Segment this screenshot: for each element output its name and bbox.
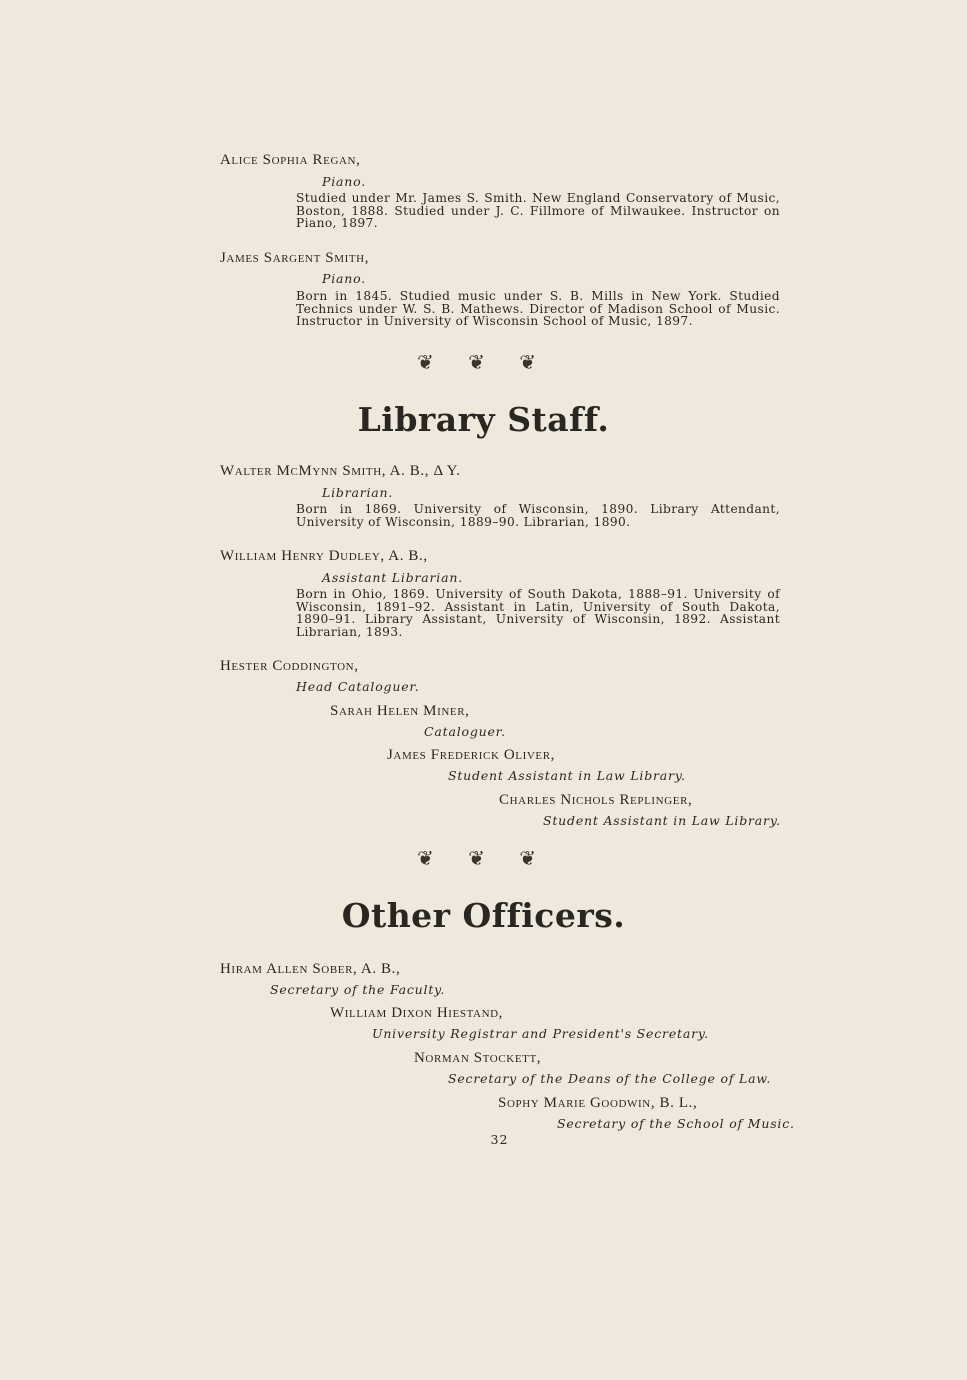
entry-role-stockett: Secretary of the Deans of the College of Law. [448, 1071, 772, 1086]
entry-bio-regan: Studied under Mr. James S. Smith. New England Conservatory of Music, Boston, 1888. Studied under J. C. Fillmore of Milwaukee. Instructor on Piano, 1897. [296, 191, 780, 230]
entry-role-james-smith: Piano. [322, 271, 366, 286]
entry-name-oliver: James Frederick Oliver, [387, 747, 556, 763]
entry-name-walter-smith: Walter McMynn Smith, A. B., Δ Υ. [220, 463, 461, 479]
entry-name-sober: Hiram Allen Sober, A. B., [220, 961, 401, 977]
entry-bio-james-smith: Born in 1845. Studied music under S. B. Mills in New York. Studied Technics under W. S. B. Mathews. Director of Madison School of Music. Instructor in University of Wisconsin School of Music, 1897. [296, 289, 780, 328]
section-heading-other-officers: Other Officers. [341, 896, 626, 935]
entry-name-replinger: Charles Nichols Replinger, [499, 792, 693, 808]
entry-role-replinger: Student Assistant in Law Library. [543, 813, 781, 828]
entry-role-walter-smith: Librarian. [322, 485, 394, 500]
entry-role-regan: Piano. [322, 174, 366, 189]
entry-role-dudley: Assistant Librarian. [322, 570, 463, 585]
entry-role-oliver: Student Assistant in Law Library. [448, 768, 686, 783]
entry-role-coddington: Head Cataloguer. [296, 679, 420, 694]
entry-name-stockett: Norman Stockett, [414, 1050, 542, 1066]
entry-name-dudley: William Henry Dudley, A. B., [220, 548, 428, 564]
floral-ornament-icon: ❦ ❦ ❦ [417, 350, 550, 374]
page-number: 32 [490, 1132, 509, 1147]
entry-name-coddington: Hester Coddington, [220, 658, 359, 674]
entry-role-sober: Secretary of the Faculty. [270, 982, 446, 997]
entry-role-hiestand: University Registrar and President's Secretary. [372, 1026, 709, 1041]
entry-name-miner: Sarah Helen Miner, [330, 703, 470, 719]
entry-bio-dudley: Born in Ohio, 1869. University of South Dakota, 1888–91. University of Wisconsin, 1891–92. Assistant in Latin, University of South Dakota, 1890–91. Library Assistant, University of Wisconsin, 1892. Assistant Librarian, 1893. [296, 587, 780, 639]
entry-role-goodwin: Secretary of the School of Music. [557, 1116, 795, 1131]
entry-name-james-smith: James Sargent Smith, [220, 250, 370, 266]
entry-bio-walter-smith: Born in 1869. University of Wisconsin, 1890. Library Attendant, University of Wisconsin, 1889–90. Librarian, 1890. [296, 502, 780, 529]
entry-name-goodwin: Sophy Marie Goodwin, B. L., [498, 1095, 698, 1111]
entry-name-regan: Alice Sophia Regan, [220, 152, 361, 168]
section-heading-library-staff: Library Staff. [357, 400, 610, 439]
entry-role-miner: Cataloguer. [424, 724, 506, 739]
entry-name-hiestand: William Dixon Hiestand, [330, 1005, 504, 1021]
floral-ornament-icon: ❦ ❦ ❦ [417, 846, 550, 870]
